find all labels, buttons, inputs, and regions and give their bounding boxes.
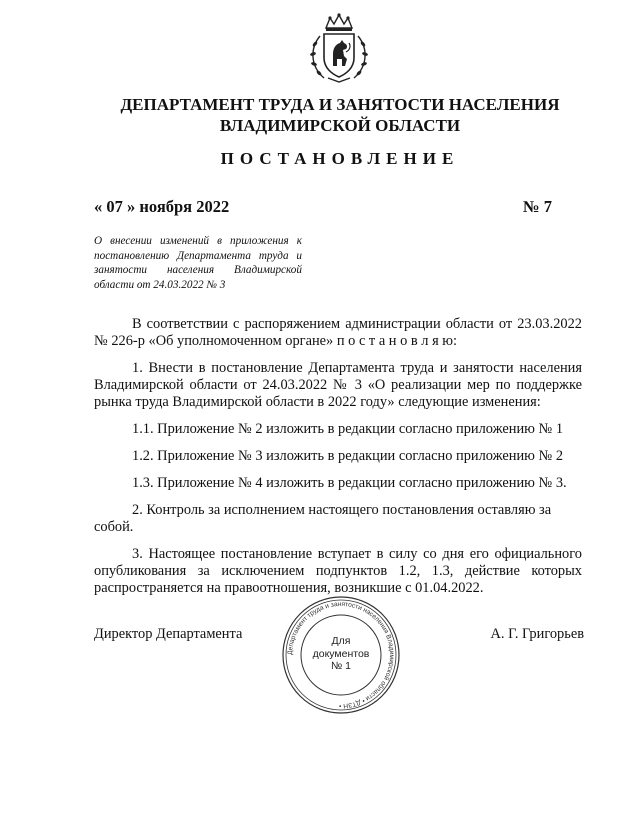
body-paragraph-item-3: 3. Настоящее постановление вступает в силу со дня его официального опубликования за исключением подпунктов 1.2, 1.3, действие которых распространяется на правоотношения, возникшие с 01.04.2022. — [94, 546, 582, 596]
body-paragraph-item-1-3: 1.3. Приложение № 4 изложить в редакции согласно приложению № 3. — [132, 475, 567, 491]
document-number: № 7 — [523, 197, 552, 216]
document-type: ПОСТАНОВЛЕНИЕ — [220, 149, 460, 168]
stamp-ring-text: Департамент труда и занятости населения Владимирской области • ДТЗН • — [286, 600, 396, 710]
body-paragraph-item-1-1: 1.1. Приложение № 2 изложить в редакции согласно приложению № 1 — [132, 421, 564, 437]
stamp-line1: Для — [331, 635, 351, 647]
document-subject: О внесении изменений в приложения к постановлению Департамента труда и занятости населения Владимирской области от 24.03.2022 № 3 — [94, 235, 302, 291]
stamp-line2: документов — [312, 647, 370, 660]
document-date: « 07 » ноября 2022 — [94, 197, 230, 216]
body-paragraph-item-1-2: 1.2. Приложение № 3 изложить в редакции согласно приложению № 2 — [132, 448, 564, 464]
organization-name — [80, 94, 600, 136]
stamp-center-text — [280, 635, 402, 673]
body-paragraph-preamble: В соответствии с распоряжением администрации области от 23.03.2022 № 226-р «Об уполномоченном органе» п о с т а н о в л я ю: — [94, 316, 582, 349]
organization-name-line1: ДЕПАРТАМЕНТ ТРУДА И ЗАНЯТОСТИ НАСЕЛЕНИЯ — [120, 95, 560, 114]
organization-name-line2: ВЛАДИМИРСКОЙ ОБЛАСТИ — [219, 116, 461, 135]
signatory-title: Директор Департамента — [94, 626, 243, 642]
stamp-line3: № 1 — [330, 660, 352, 672]
signatory-name: А. Г. Григорьев — [490, 626, 584, 642]
coat-of-arms-icon — [306, 12, 372, 84]
document-body — [94, 316, 582, 597]
body-paragraph-item-1: 1. Внести в постановление Департамента труда и занятости населения Владимирской области от 24.03.2022 № 3 «О реализации мер по поддержке рынка труда Владимирской области в 2022 году» следующие изменения: — [94, 360, 582, 410]
body-paragraph-item-2: 2. Контроль за исполнением настоящего постановления оставляю за собой. — [94, 502, 552, 535]
